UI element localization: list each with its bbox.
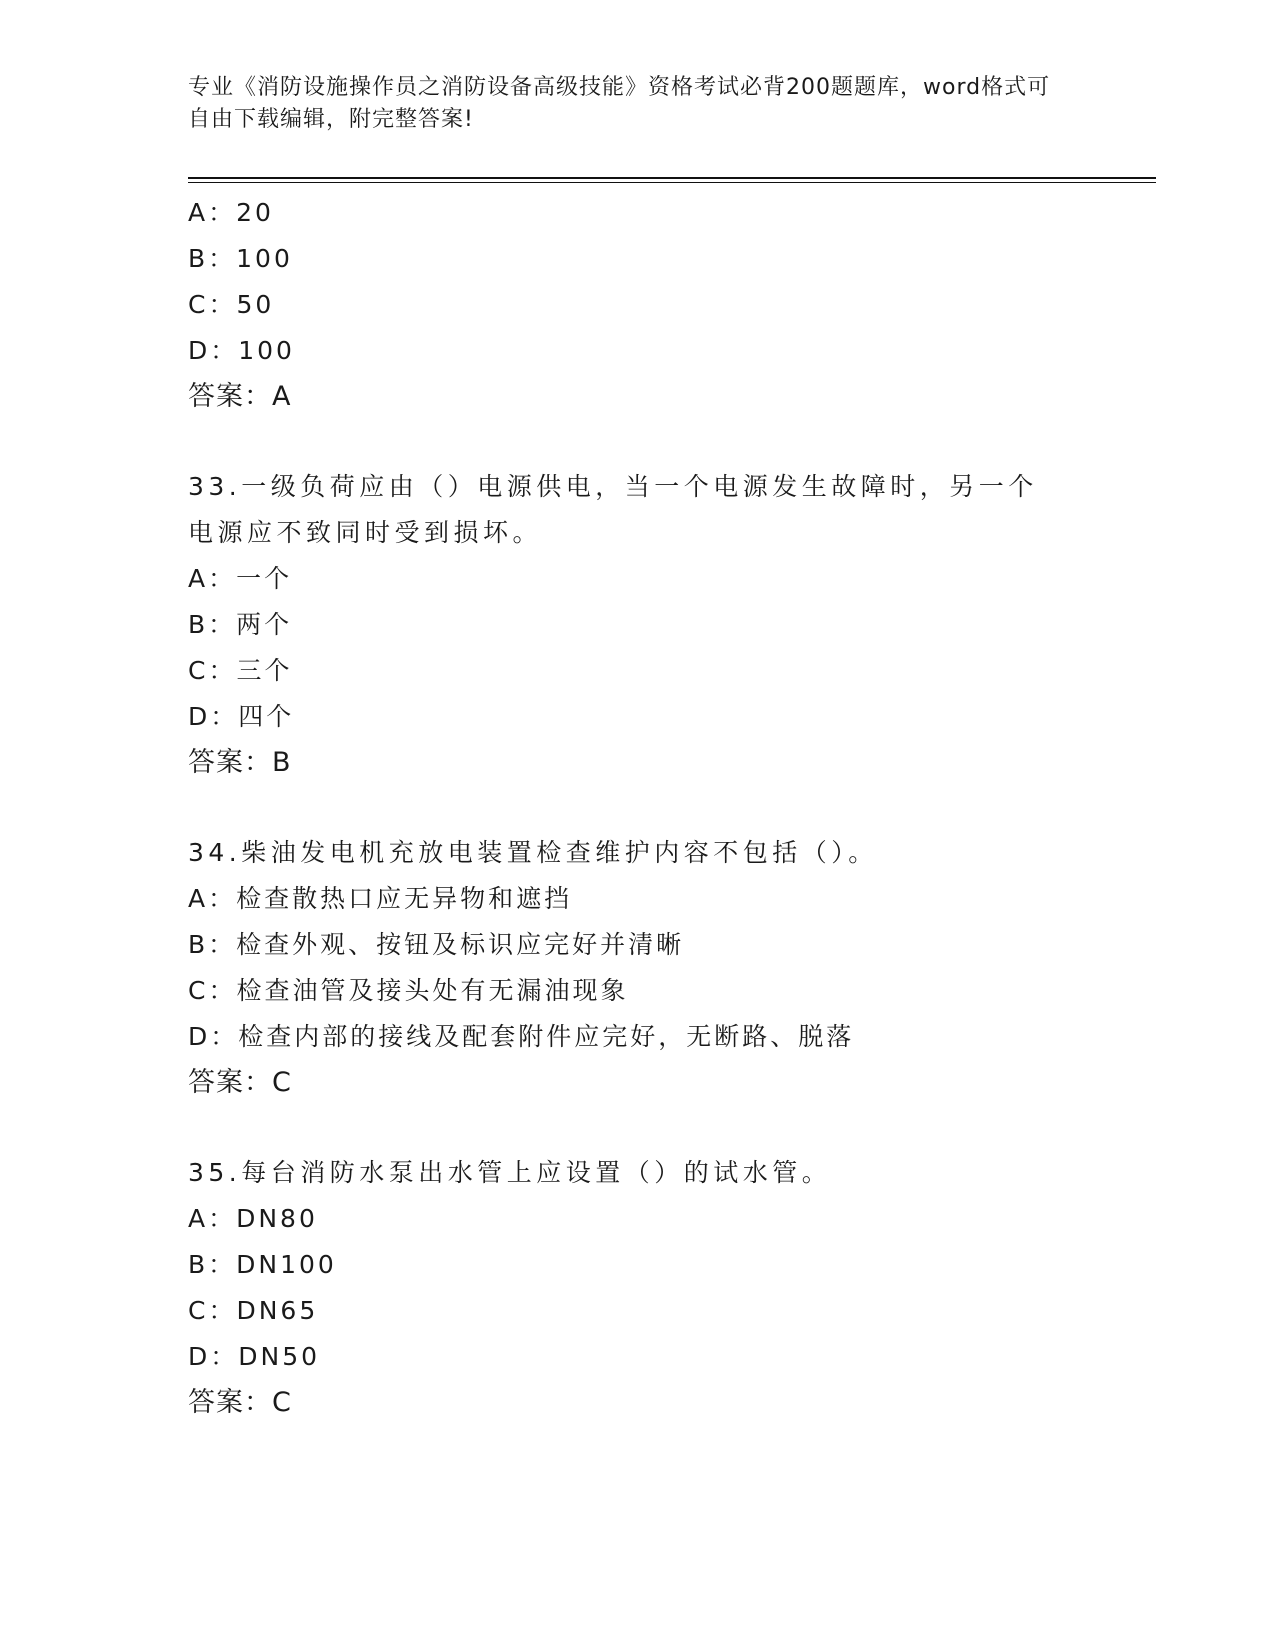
header-divider bbox=[188, 177, 1156, 179]
header-divider-thin bbox=[188, 182, 1156, 183]
option-d: D：DN50 bbox=[188, 1342, 321, 1371]
option-b: B：100 bbox=[188, 244, 293, 273]
question-text: 34.柴油发电机充放电装置检查维护内容不包括（）。 bbox=[188, 838, 878, 867]
answer-line: 答案：C bbox=[188, 1067, 292, 1098]
option-b: B：DN100 bbox=[188, 1250, 337, 1279]
option-c: C：DN65 bbox=[188, 1296, 319, 1325]
question-block-32 bbox=[188, 190, 1088, 420]
option-c: C：三个 bbox=[188, 656, 293, 685]
answer-line: 答案：C bbox=[188, 1387, 292, 1418]
question-text: 33.一级负荷应由（）电源供电，当一个电源发生故障时，另一个电源应不致同时受到损坏。 bbox=[188, 472, 1038, 547]
option-d: D：检查内部的接线及配套附件应完好，无断路、脱落 bbox=[188, 1022, 855, 1051]
question-block-33 bbox=[188, 464, 1088, 786]
answer-line: 答案：B bbox=[188, 747, 292, 778]
option-a: A：20 bbox=[188, 198, 274, 227]
answer-line: 答案：A bbox=[188, 381, 292, 412]
option-b: B：检查外观、按钮及标识应完好并清晰 bbox=[188, 930, 685, 959]
question-block-35 bbox=[188, 1150, 1088, 1426]
option-d: D：100 bbox=[188, 336, 295, 365]
option-c: C：检查油管及接头处有无漏油现象 bbox=[188, 976, 629, 1005]
option-a: A：一个 bbox=[188, 564, 293, 593]
document-header: 专业《消防设施操作员之消防设备高级技能》资格考试必背200题题库，word格式可自由下载编辑，附完整答案! bbox=[188, 75, 1051, 132]
question-list bbox=[188, 190, 1088, 1426]
option-a: A：DN80 bbox=[188, 1204, 318, 1233]
question-block-34 bbox=[188, 830, 1088, 1106]
question-text: 35.每台消防水泵出水管上应设置（）的试水管。 bbox=[188, 1158, 832, 1187]
option-a: A：检查散热口应无异物和遮挡 bbox=[188, 884, 573, 913]
option-d: D：四个 bbox=[188, 702, 295, 731]
option-b: B：两个 bbox=[188, 610, 293, 639]
option-c: C：50 bbox=[188, 290, 275, 319]
